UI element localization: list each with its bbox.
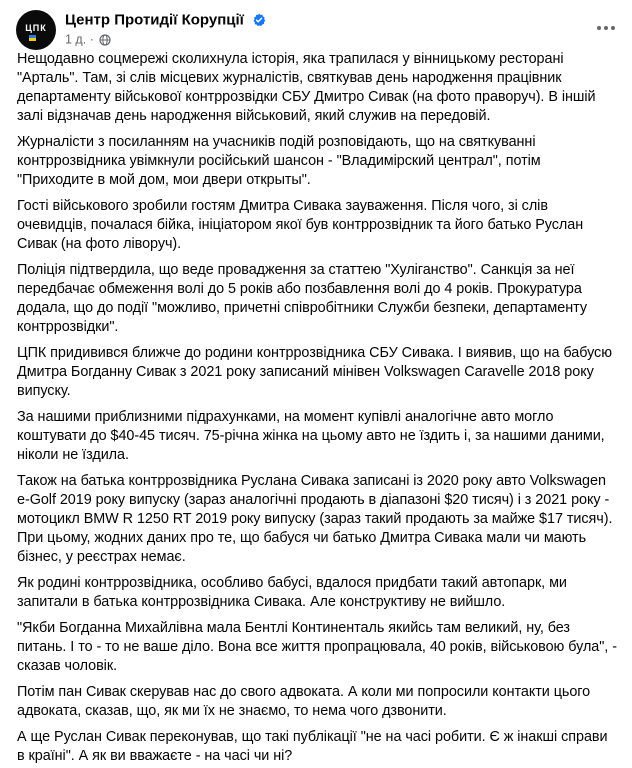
post-paragraph-7: Також на батька контррозвідника Руслана Сивака записані із 2020 року авто Volkswagen e-Golf 2019 року випуску (зараз аналогічні продають в діапазоні $20 тисяч) і з 2021 року - мотоцикл BMW R 1250 RT 2019 року випуску (зараз такий продають за майже $17 тисяч). При цьому, жодних даних про те, що бабуся чи батько Дмитра Сивака мали чи мають бізнес, у реєстрах немає. <box>17 473 613 565</box>
author-name-link[interactable]: Центр Протидії Корупції <box>65 11 244 29</box>
post-meta <box>65 32 111 48</box>
verified-badge-icon <box>252 13 266 27</box>
post-text <box>17 50 617 768</box>
post-paragraph-9: "Якби Богданна Михайлівна мала Бентлі Континенталь якийсь там великий, ну, без питань. І то - то не ваше діло. Вона все життя пропрацювала, 40 років, військовою була", - сказав чоловік. <box>17 620 617 674</box>
post-header <box>16 10 622 50</box>
avatar-flag-yellow <box>29 38 36 41</box>
meta-separator: · <box>89 32 94 47</box>
post-paragraph-4: Поліція підтвердила, що веде провадження за статтею "Хуліганство". Санкція за неї передбачає обмеження волі до 5 років або позбавлення волі до 4 років. Прокуратура додала, що до події "можливо, причетні співробітники Служби безпеки, департаменту контррозвідки". <box>17 262 587 335</box>
post-paragraph-6: За нашими приблизними підрахунками, на момент купівлі аналогічне авто могло коштувати до $40-45 тисяч. 75-річна жінка на цьому авто не їздить і, за нашими даними, ніколи не їздила. <box>17 409 605 463</box>
more-options-icon[interactable] <box>592 14 620 42</box>
author-line <box>65 11 266 31</box>
post-paragraph-5: ЦПК придивився ближче до родини контррозвідника СБУ Сивака. І виявив, що на бабусю Дмитра Богданну Сивак з 2021 року записаний мінівен Volkswagen Caravelle 2018 року випуску. <box>17 345 612 399</box>
avatar[interactable] <box>16 10 56 50</box>
post-paragraph-2: Журналісти з посиланням на учасників подій розповідають, що на святкуванні контррозвідника увімкнули російський шансон - "Владимірский централ", потім "Приходите в мой дом, мои двери открыты". <box>17 134 541 188</box>
post-paragraph-1: Нещодавно соцмережі сколихнула історія, яка трапилася у вінницькому ресторані "Арталь". Там, зі слів місцевих журналістів, святкував день народження працівник департаменту військової контррозвідки СБУ Дмитро Сивак (на фото праворуч). В іншій залі відзначав день народження військовий, який служив на передовій. <box>17 51 596 124</box>
post-paragraph-10: Потім пан Сивак скерував нас до свого адвоката. А коли ми попросили контакти цього адвоката, сказав, що, як ми їх не знаємо, то нема чого дзвонити. <box>17 684 591 719</box>
post-paragraph-11: А ще Руслан Сивак переконував, що такі публікації "не на часі робити. Є ж інакші справи в країні". А як ви вважаєте - на часі чи ні? <box>17 729 608 764</box>
post-paragraph-3: Гості військового зробили гостям Дмитра Сивака зауваження. Після чого, зі слів очевидців, почалася бійка, ініціатором якої був контррозвідник та його батько Руслан Сивак (на фото ліворуч). <box>17 198 584 252</box>
post-paragraph-8: Як родині контррозвідника, особливо бабусі, вдалося придбати такий автопарк, ми запитали в батька контррозвідника Сивака. Але конструктиву не вийшло. <box>17 575 567 610</box>
ellipsis-icon <box>596 25 616 31</box>
avatar-logo-text: ЦПК <box>25 23 47 33</box>
post-timestamp-link[interactable]: 1 д. <box>65 32 87 47</box>
globe-icon <box>99 34 111 46</box>
